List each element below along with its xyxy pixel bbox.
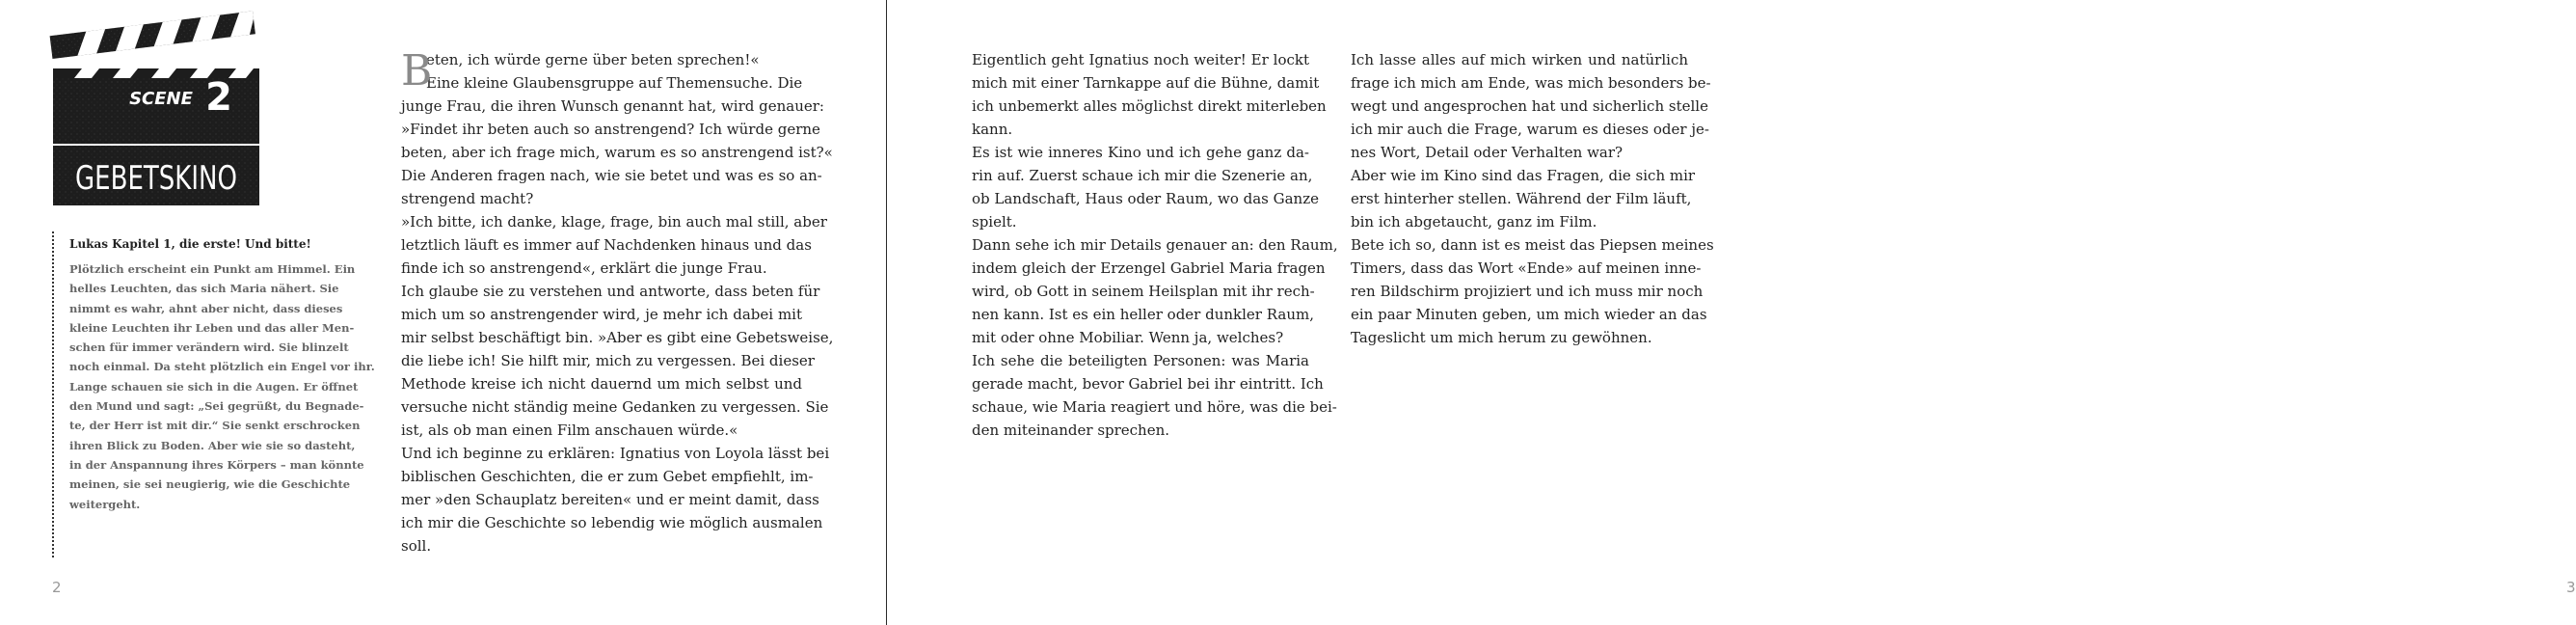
clapper-scene-number: 2 [205, 75, 232, 120]
text-line: ich mir auch die Frage, warum es dieses oder je- [1351, 121, 1709, 138]
sidebar-line: weitergeht. [69, 497, 141, 511]
text-line: Bete ich so, dann ist es meist das Piepsen meines [1351, 236, 1714, 254]
text-line: »Ich bitte, ich danke, klage, frage, bin auch mal still, aber [401, 213, 827, 231]
clapper-scene-label: SCENE [129, 89, 193, 109]
first-line-text: eten, ich würde gerne über beten sprechen!« [426, 51, 760, 68]
text-line: Es ist wie inneres Kino und ich gehe ganz da- [972, 144, 1309, 161]
text-line: wegt und angesprochen hat und sicherlich stelle [1351, 97, 1708, 115]
text-line: den miteinander sprechen. [972, 421, 1170, 439]
text-line: Methode kreise ich nicht dauernd um mich selbst und [401, 375, 802, 393]
clapperboard-graphic [53, 34, 259, 205]
text-line: schaue, wie Maria reagiert und höre, was die bei- [972, 398, 1337, 416]
text-line: nen kann. Ist es ein heller oder dunkler Raum, [972, 306, 1314, 323]
sidebar-line: te, der Herr ist mit dir.“ Sie senkt erschrocken [69, 419, 361, 433]
text-line: die liebe ich! Sie hilft mir, mich zu vergessen. Bei dieser [401, 352, 815, 369]
text-line: ein paar Minuten geben, um mich wieder an das [1351, 306, 1707, 323]
sidebar-box [52, 231, 375, 557]
text-line: Ich sehe die beteiligten Personen: was Maria [972, 352, 1309, 369]
text-line: mich um so anstrengender wird, je mehr ich dabei mit [401, 306, 802, 323]
text-line: biblischen Geschichten, die er zum Gebet empfiehlt, im- [401, 468, 814, 485]
text-line: »Findet ihr beten auch so anstrengend? Ich würde gerne [401, 121, 820, 138]
sidebar-line: ihren Blick zu Boden. Aber wie sie so dasteht, [69, 438, 356, 452]
text-line: soll. [401, 537, 432, 555]
text-line: nes Wort, Detail oder Verhalten war? [1351, 144, 1623, 161]
text-line: rin auf. Zuerst schaue ich mir die Szenerie an, [972, 167, 1313, 184]
text-column-middle [972, 48, 1338, 442]
text-line: Eine kleine Glaubensgruppe auf Themensuche. Die [426, 74, 803, 92]
sidebar-line: schen für immer verändern wird. Sie blinzelt [69, 340, 349, 355]
sidebar-line: in der Anspannung ihres Körpers – man könnte [69, 457, 364, 472]
text-line: kann. [972, 121, 1013, 138]
page-number-right: 3 [2566, 579, 2576, 596]
text-line: letztlich läuft es immer auf Nachdenken hinaus und das [401, 236, 812, 254]
text-line: erst hinterher stellen. Während der Film läuft, [1351, 190, 1692, 207]
text-line: spielt. [972, 213, 1017, 231]
text-line: ich unbemerkt alles möglichst direkt miterleben [972, 97, 1327, 115]
text-line: mer »den Schauplatz bereiten« und er meint damit, dass [401, 491, 819, 508]
sidebar-line: Plötzlich erscheint ein Punkt am Himmel. Ein [69, 262, 356, 276]
text-line: Ich glaube sie zu verstehen und antworte, dass beten für [401, 283, 820, 300]
text-line: Und ich beginne zu erklären: Ignatius von Loyola lässt bei [401, 445, 830, 462]
page-number-left: 2 [52, 579, 62, 596]
text-line: indem gleich der Erzengel Gabriel Maria fragen [972, 259, 1326, 277]
text-line: Die Anderen fragen nach, wie sie betet und was es so an- [401, 167, 822, 184]
text-line: beten, aber ich frage mich, warum es so anstrengend ist?« [401, 144, 833, 161]
text-line: Aber wie im Kino sind das Fragen, die sich mir [1351, 167, 1696, 184]
text-line: Timers, dass das Wort «Ende» auf meinen inne- [1351, 259, 1702, 277]
sidebar-line: helles Leuchten, das sich Maria nähert. Sie [69, 282, 339, 296]
text-line: junge Frau, die ihren Wunsch genannt hat, wird genauer: [401, 97, 824, 115]
text-column-left [401, 46, 834, 557]
text-line: Ich lasse alles auf mich wirken und natürlich [1351, 51, 1688, 68]
text-line: ren Bildschirm projiziert und ich muss mir noch [1351, 283, 1704, 300]
sidebar-line: den Mund und sagt: „Sei gegrüßt, du Begnade- [69, 399, 364, 414]
sidebar-line: noch einmal. Da steht plötzlich ein Engel vor ihr. [69, 360, 375, 374]
text-line: ich mir die Geschichte so lebendig wie möglich ausmalen [401, 514, 823, 531]
text-line: gerade macht, bevor Gabriel bei ihr eintritt. Ich [972, 375, 1324, 393]
sidebar-line: kleine Leuchten ihr Leben und das aller Men- [69, 320, 355, 335]
text-line: wird, ob Gott in seinem Heilsplan mit ihr rech- [972, 283, 1315, 300]
text-line: Tageslicht um mich herum zu gewöhnen. [1351, 329, 1652, 346]
text-line: mit oder ohne Mobiliar. Wenn ja, welches? [972, 329, 1284, 346]
sidebar-line: meinen, sie sei neugierig, wie die Geschichte [69, 477, 351, 492]
sidebar-line: nimmt es wahr, ahnt aber nicht, dass dieses [69, 301, 343, 315]
drop-cap: B [401, 46, 433, 95]
text-line: mich mit einer Tarnkappe auf die Bühne, damit [972, 74, 1320, 92]
text-line: frage ich mich am Ende, was mich besonders be- [1351, 74, 1711, 92]
text-column-right [1351, 48, 1714, 349]
text-line: bin ich abgetaucht, ganz im Film. [1351, 213, 1597, 231]
text-line: ist, als ob man einen Film anschauen würde.« [401, 421, 738, 439]
text-line: versuche nicht ständig meine Gedanken zu vergessen. Sie [401, 398, 829, 416]
left-page [0, 0, 887, 625]
clapperboard-icon [53, 34, 259, 205]
text-line: finde ich so anstrengend«, erklärt die junge Frau. [401, 259, 767, 277]
sidebar-line: Lange schauen sie sich in die Augen. Er öffnet [69, 379, 359, 394]
text-line: mir selbst beschäftigt bin. »Aber es gibt eine Gebetsweise, [401, 329, 834, 346]
clapper-title: GEBETSKINO [75, 159, 237, 198]
text-line: Dann sehe ich mir Details genauer an: den Raum, [972, 236, 1338, 254]
text-line: strengend macht? [401, 190, 534, 207]
sidebar-title: Lukas Kapitel 1, die erste! Und bitte! [69, 237, 311, 251]
text-line: ob Landschaft, Haus oder Raum, wo das Ganze [972, 190, 1319, 207]
text-line: Eigentlich geht Ignatius noch weiter! Er lockt [972, 51, 1309, 68]
